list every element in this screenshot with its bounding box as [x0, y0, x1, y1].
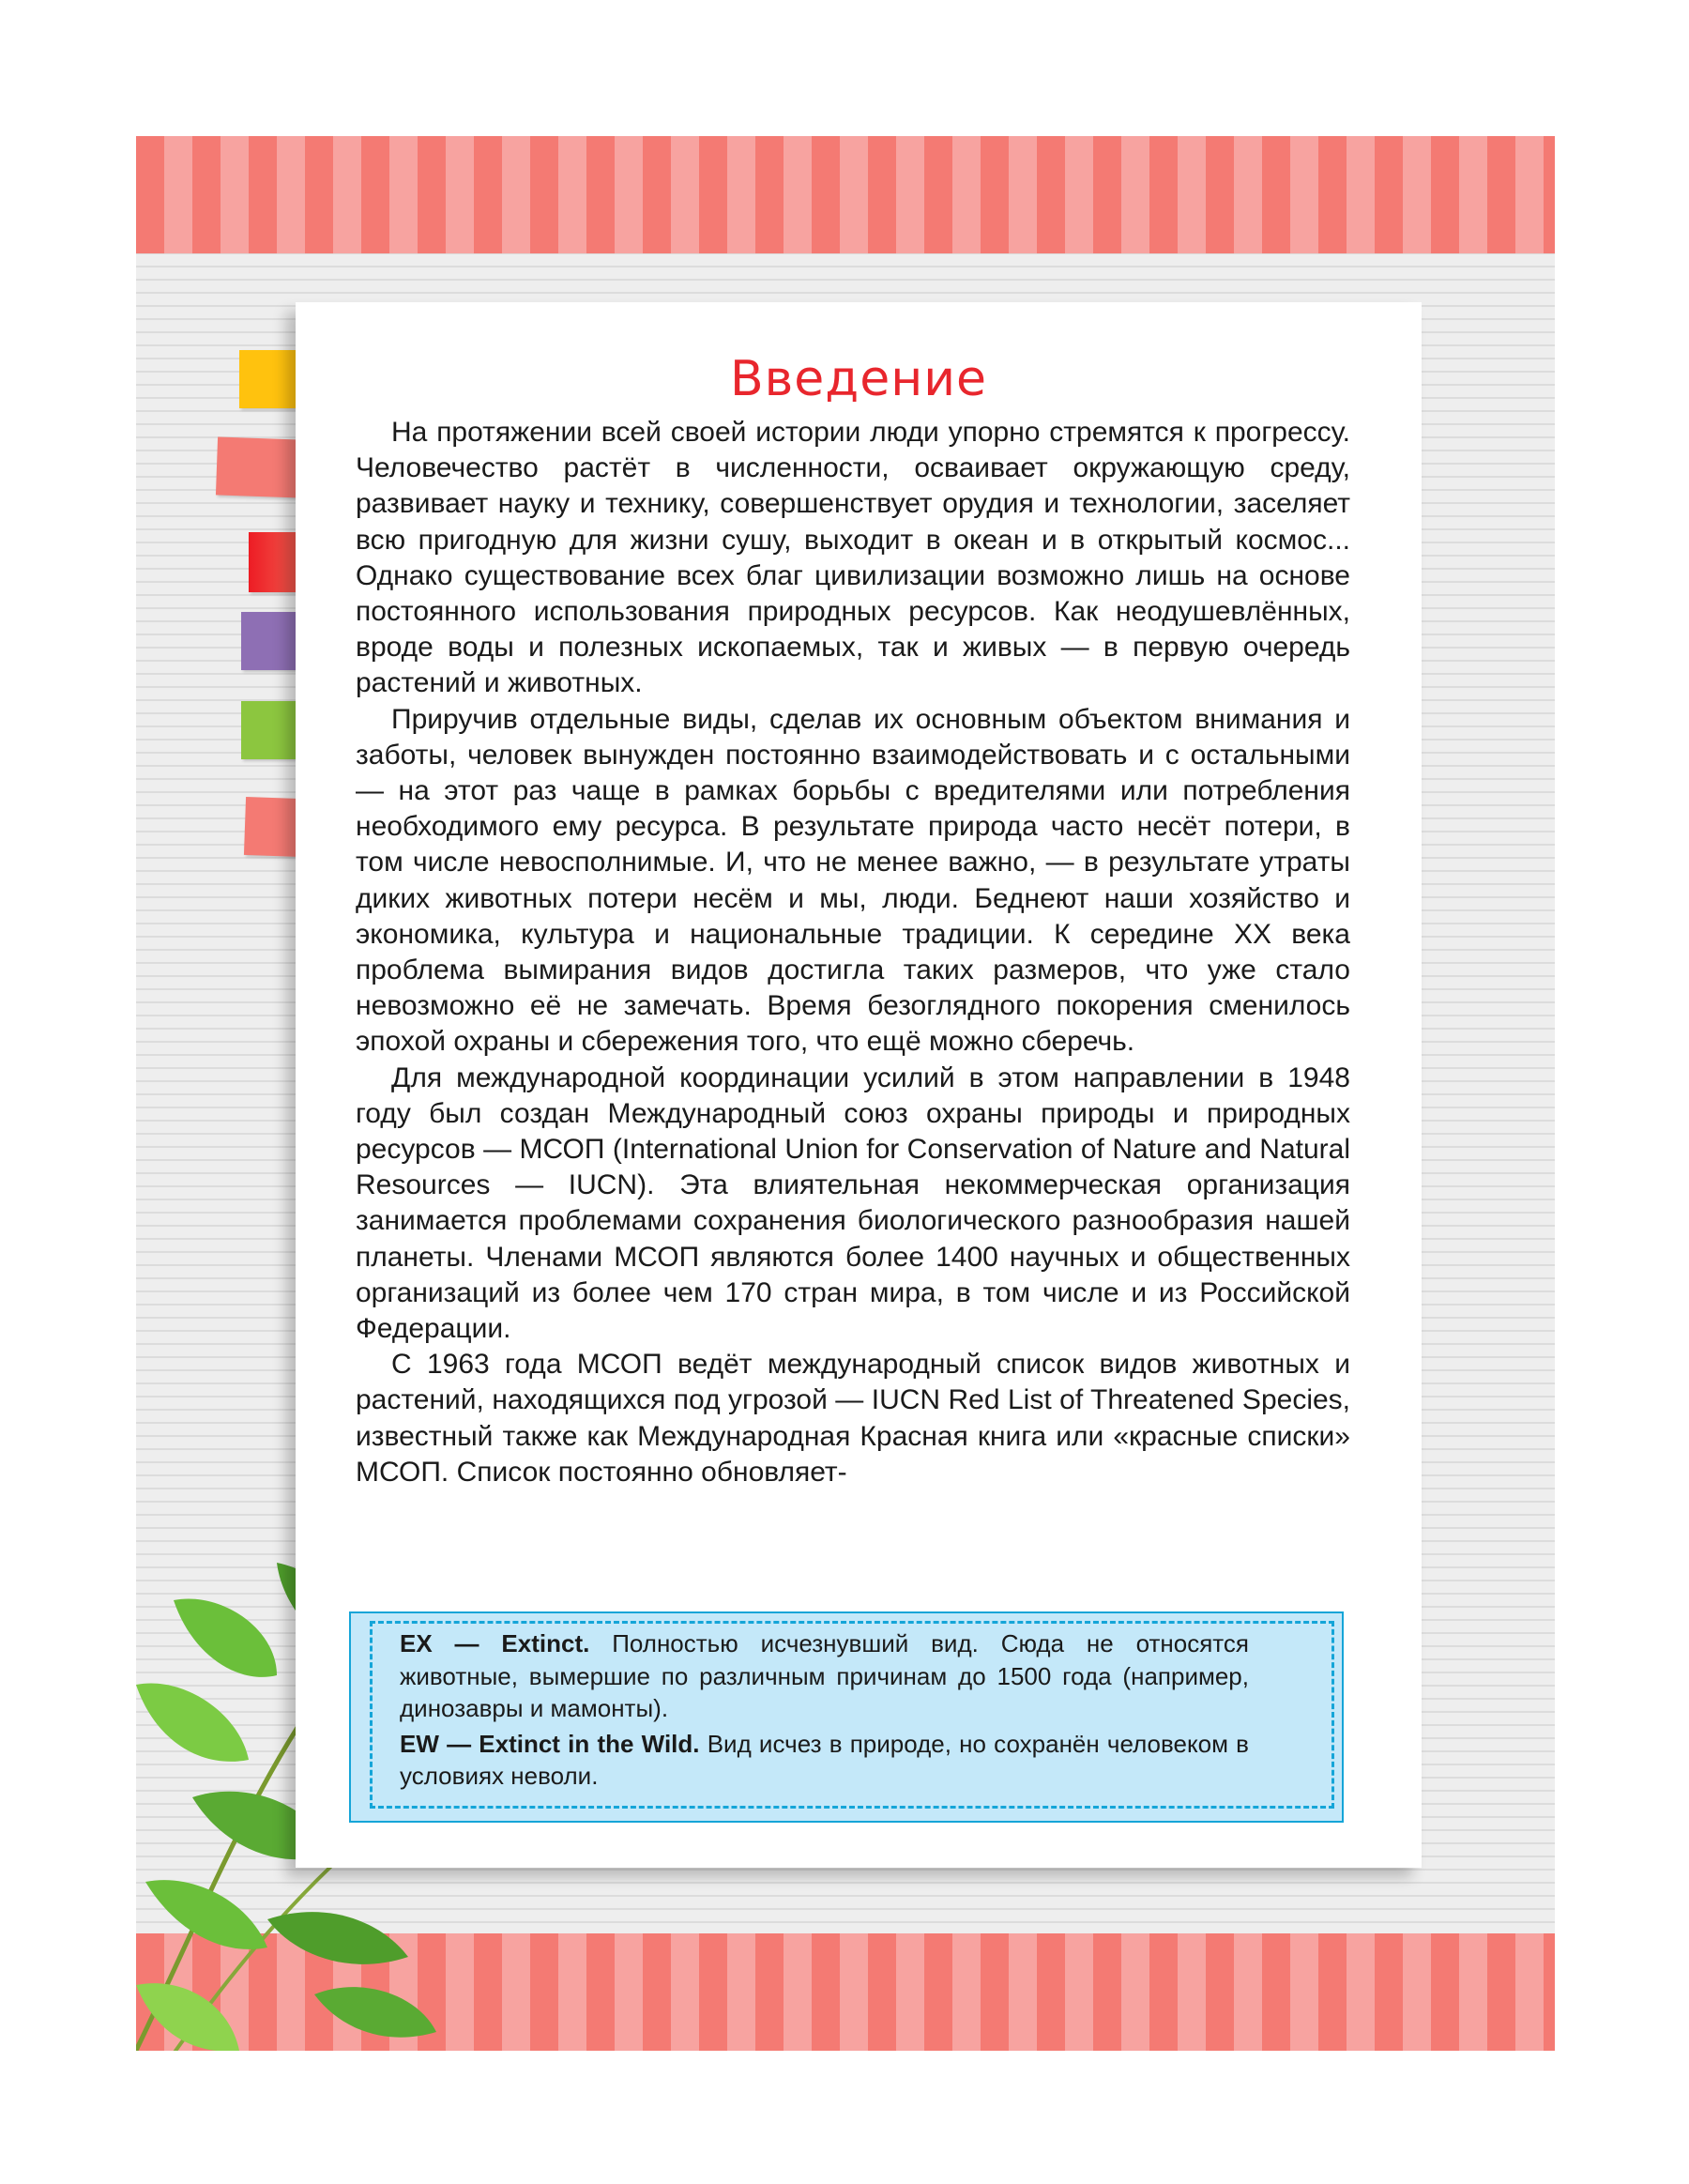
paragraph-4: С 1963 года МСОП ведёт международный список видов животных и растений, находящихся под угрозой — IUCN Red List of Threatened Species, известный также как Международная Красная книга или «красные списки» МСОП. Список постоянно обновляет- [356, 1349, 1350, 1488]
page-title: Введение [729, 351, 988, 407]
top-stripe-band [136, 136, 1555, 253]
infobox-desc-ew: Вид исчез в природе, но сохранён человеком в условиях неволи. [400, 1729, 1249, 1790]
paragraph-1: На протяжении всей своей истории люди упорно стремятся к прогрессу. Человечество растёт в численности, осваивает окружающую среду, развивает науку и технику, совершенствует орудия и технологии, заселяет всю пригодную для жизни сушу, выходит в океан и в открытый космос... Однако существование всех благ цивилизации возможно лишь на основе постоянного использования природных ресурсов. Как неодушевлённых, вроде воды и полезных ископаемых, так и живых — в первую очередь растений и животных. [356, 417, 1350, 699]
coral-sticky-note [244, 797, 302, 857]
yellow-sticky-note [239, 350, 297, 408]
pink-sticky-note [216, 436, 302, 497]
paragraph-2: Приручив отдельные виды, сделав их основным объектом внимания и заботы, человек вынужден постоянно взаимодействовать и с остальными — на этот раз чаще в рамках борьбы с вредителями или потребления необходимого ему ресурса. В результате природа часто несёт потери, в том числе невосполнимые. И, что не менее важно, — в результате утраты диких животных потери несём и мы, люди. Беднеют наши хозяйство и экономика, культура и национальные традиции. К середине XX века проблема вымирания видов достигла таких размеров, что уже стало невозможно её не замечать. Время безоглядного покорения сменилось эпохой охраны и сбережения того, что ещё можно сберечь. [356, 703, 1350, 1058]
infobox-term-ew: EW — Extinct in the Wild. [400, 1729, 700, 1758]
body-text [356, 415, 1350, 1490]
infobox-entry-ew [400, 1728, 1249, 1793]
purple-sticky-note [241, 612, 301, 670]
paragraph-3: Для международной координации усилий в этом направлении в 1948 году был создан Международный союз охраны природы и природных ресурсов — МСОП (International Union for Conservation of Nature and Natural Resources — IUCN). Эта влиятельная некоммерческая организация занимается проблемами сохранения биологического разнообразия нашей планеты. Членами МСОП являются более 1400 научных и общественных организаций из более чем 170 стран мира, в том числе и из Российской Федерации. [356, 1061, 1350, 1345]
infobox-desc-ex: Полностью исчезнувший вид. Сюда не относятся животные, вымершие по различным причинам до 1500 года (например, динозавры и мамонты). [400, 1629, 1249, 1722]
infobox-entry-ex [400, 1627, 1249, 1725]
red-sticky-note [249, 532, 301, 592]
infobox-text [400, 1627, 1249, 1795]
green-sticky-note [241, 701, 301, 759]
content-paper [296, 302, 1422, 1868]
infobox-term-ex: EX — Extinct. [400, 1629, 590, 1657]
iucn-category-infobox [349, 1611, 1344, 1823]
